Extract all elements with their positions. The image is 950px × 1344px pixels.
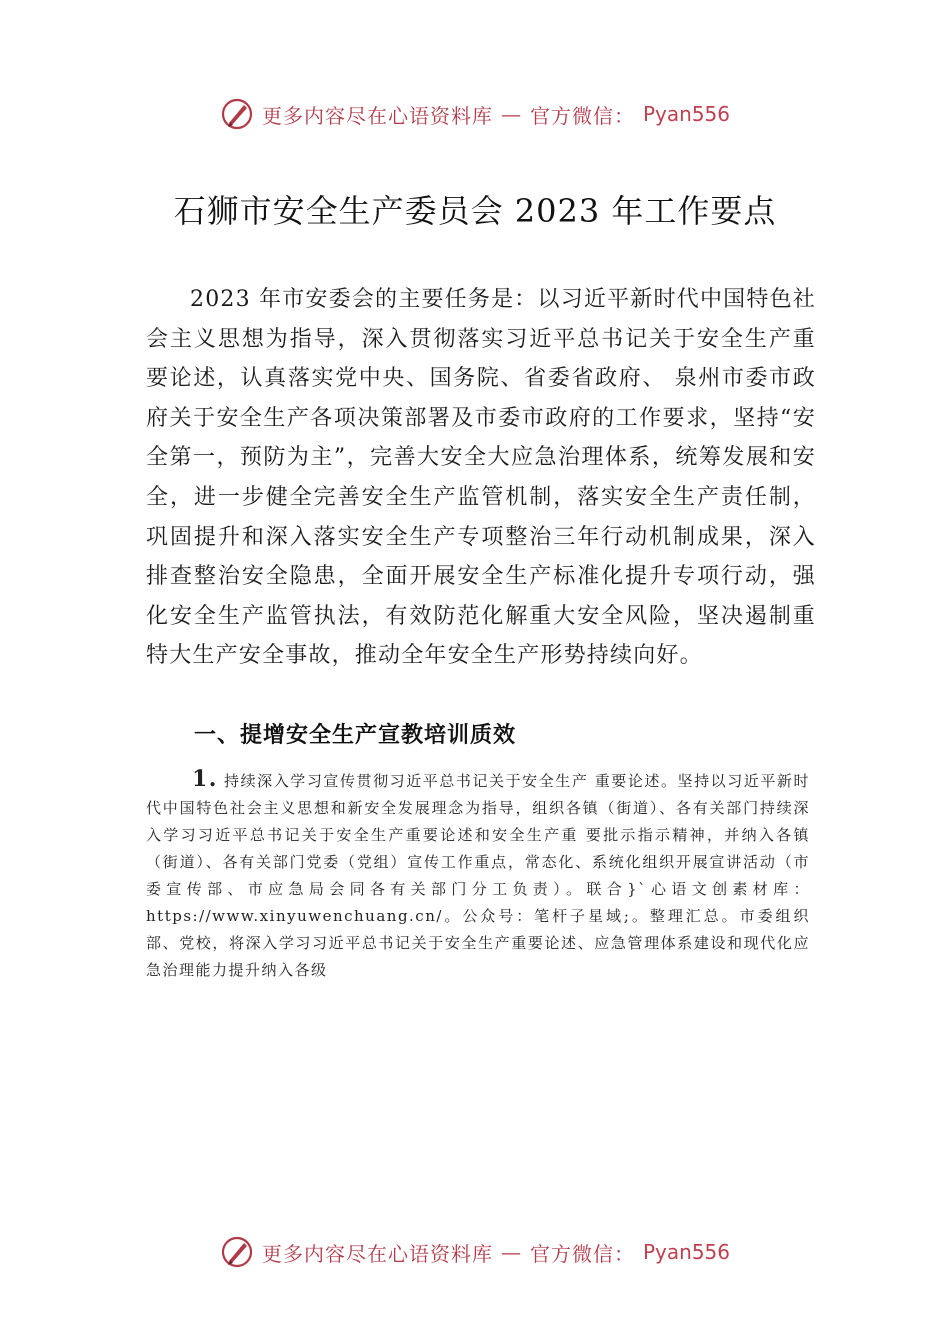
header-banner-wechat-id: Pyan556 [642, 102, 730, 126]
intro-paragraph: 2023 年市安委会的主要任务是：以习近平新时代中国特色社会主义思想为指导，深入贯彻落实习近平总书记关于安全生产重要论述，认真落实党中央、国务院、省委省政府、 泉州市委市政府关于安全生产各项决策部署及市委市政府的工作要求，坚持“安全第一，预防为主”，完善大安全大应急治理体系，统筹发展和安全，进一步健全完善安全生产监管机制，落实安全生产责任制，巩固提升和深入落实安全生产专项整治三年行动机制成果，深入排查整治安全隐患，全面开展安全生产标准化提升专项行动，强化安全生产监管执法，有效防范化解重大安全风险，坚决遏制重特大生产安全事故，推动全年安全生产形势持续向好。 [146, 287, 816, 669]
footer-banner-dash: — [500, 1240, 522, 1264]
header-banner-dash: — [500, 102, 522, 126]
quill-seal-icon [220, 1235, 254, 1269]
item-1-number: 1. [192, 766, 218, 792]
quill-seal-icon [220, 97, 254, 131]
section-1-heading: 一、提增安全生产宣教培训质效 [194, 723, 517, 748]
header-banner [0, 94, 950, 134]
footer-banner-text: 更多内容尽在心语资料库 [261, 1241, 493, 1266]
footer-banner [0, 1232, 950, 1272]
footer-banner-wechat-label: 官方微信： [529, 1241, 635, 1266]
footer-banner-wechat-id: Pyan556 [642, 1240, 730, 1264]
header-banner-wechat-label: 官方微信： [529, 103, 635, 128]
document-title: 石狮市安全生产委员会 2023 年工作要点 [173, 192, 777, 230]
item-1-text: 持续深入学习宣传贯彻习近平总书记关于安全生产 重要论述。坚持以习近平新时代中国特色社会主义思想和新安全发展理念为指导，组织各镇（街道）、各有关部门持续深入学习习近平总书记关于安全生产重要论述和安全生产重 要批示指示精神，并纳入各镇（街道）、各有关部门党委（党组）宣传工作重点，常态化、系统化组织开展宣讲活动（市委宣传部、市应急局会同各有关部门分工负责）。联合}`心语文创素材库：https://www.xinyuwenchuang.cn/。公众号：笔杆子星域;。整理汇总。市委组织部、党校，将深入学习习近平总书记关于安全生产重要论述、应急管理体系建设和现代化应急治理能力提升纳入各级 [146, 772, 810, 979]
header-banner-text: 更多内容尽在心语资料库 [261, 103, 493, 128]
item-1-paragraph [146, 766, 810, 984]
